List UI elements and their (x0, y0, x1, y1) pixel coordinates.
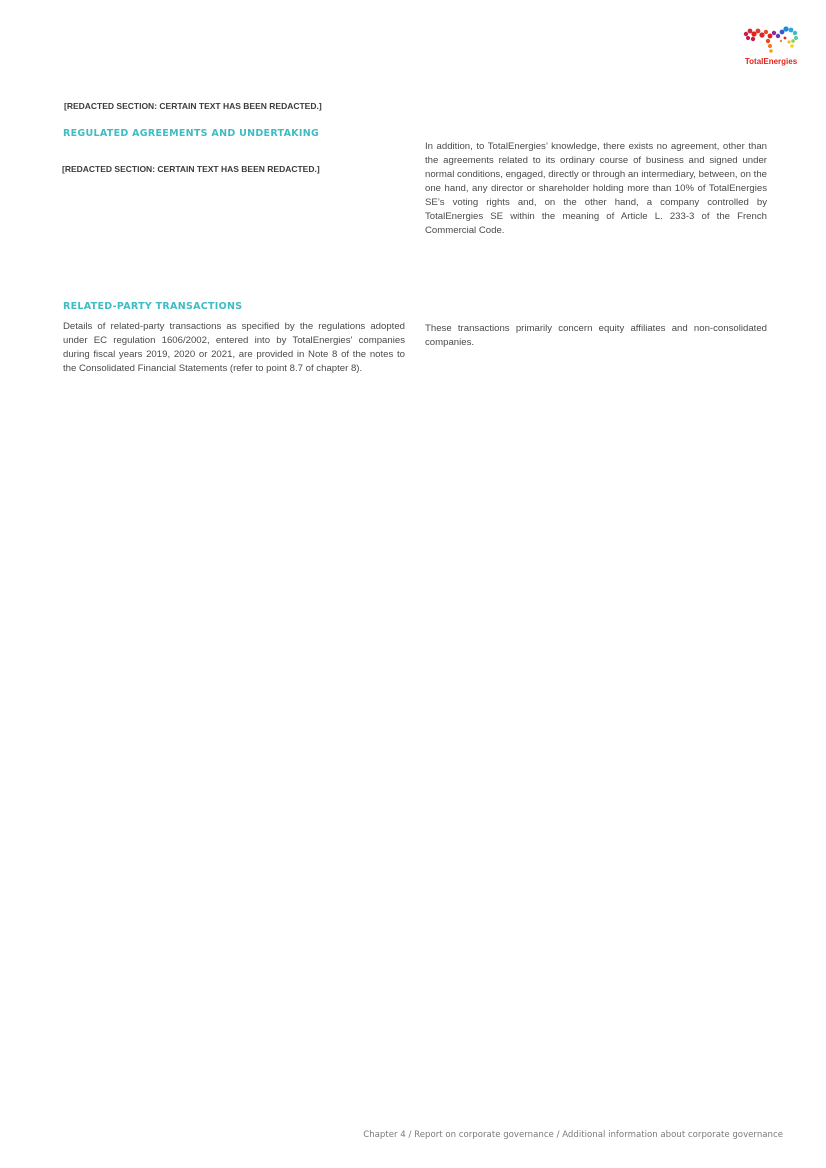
logo-wordmark: TotalEnergies (744, 57, 798, 66)
regulated-agreements-paragraph: In addition, to TotalEnergies’ knowledge, there exists no agreement, other than the agreements related to its ordinary course of business and signed under normal conditions, engaged, directly or through an intermediary, between, on the one hand, any director or shareholder holding more than 10% of TotalEnergies SE’s voting rights and, on the other hand, a company controlled by TotalEnergies SE within the meaning of Article L. 233-3 of the French Commercial Code. (425, 141, 767, 236)
redacted-notice-top: [REDACTED SECTION: CERTAIN TEXT HAS BEEN REDACTED.] (64, 101, 322, 111)
section-heading-regulated-agreements: REGULATED AGREEMENTS AND UNDERTAKING (63, 128, 320, 139)
page-footer: Chapter 4 / Report on corporate governance / Additional information about corporate governance (363, 1130, 783, 1140)
section-heading-related-party: RELATED-PARTY TRANSACTIONS (63, 301, 243, 312)
redacted-notice-regulated: [REDACTED SECTION: CERTAIN TEXT HAS BEEN REDACTED.] (62, 164, 320, 174)
related-party-paragraph-right: These transactions primarily concern equity affiliates and non-consolidated companies. (425, 323, 767, 348)
related-party-paragraph-left: Details of related-party transactions as specified by the regulations adopted under EC regulation 1606/2002, entered into by TotalEnergies' companies during fiscal years 2019, 2020 or 2021, are provided in Note 8 of the notes to the Consolidated Financial Statements (refer to point 8.7 of chapter 8). (63, 321, 405, 374)
logo-mark-icon (738, 24, 804, 56)
company-logo (738, 24, 804, 68)
